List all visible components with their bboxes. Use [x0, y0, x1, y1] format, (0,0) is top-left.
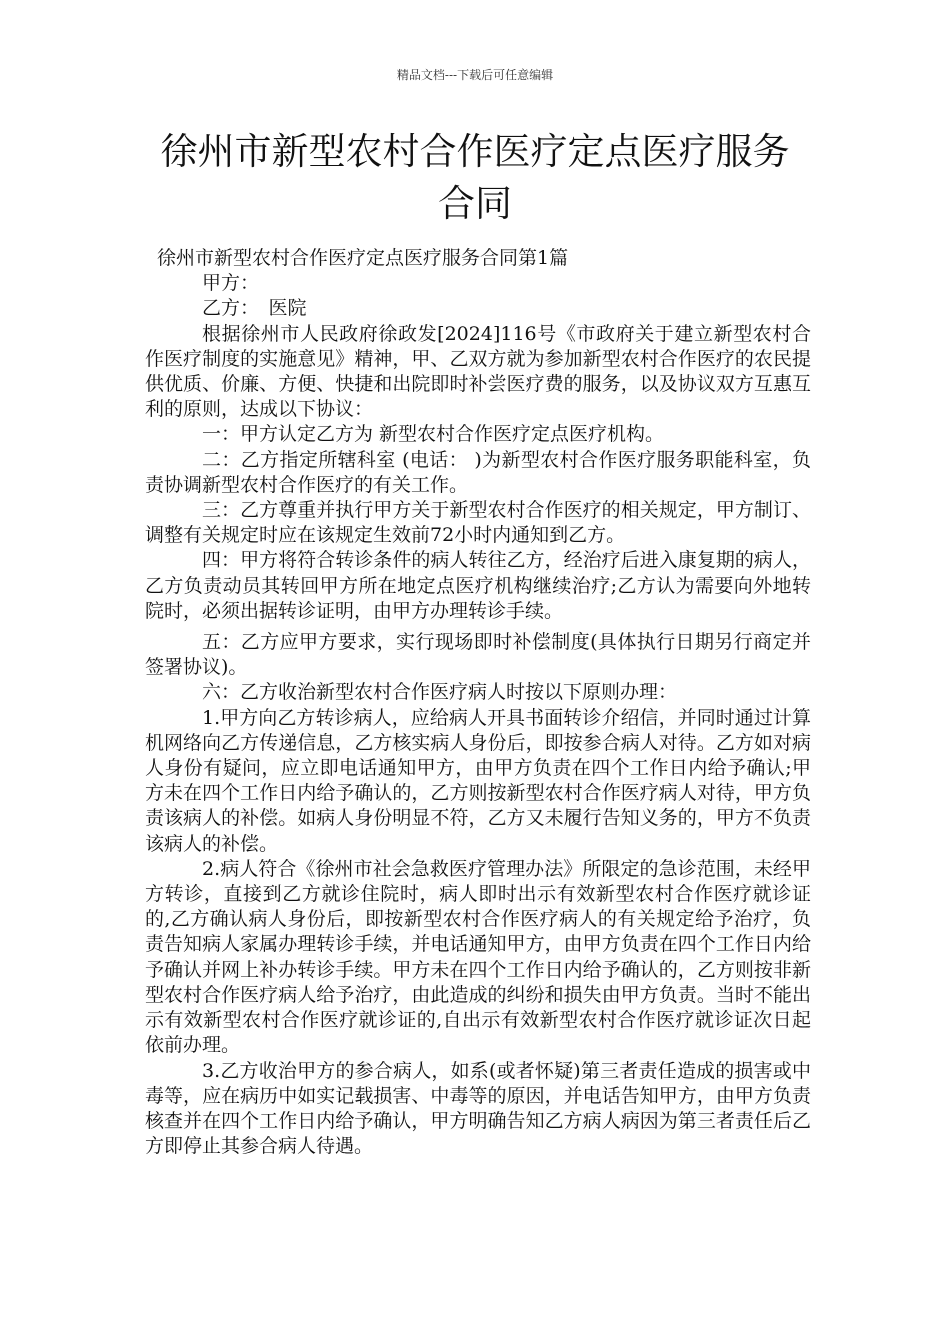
- page-header-note: 精品文档---下载后可任意编辑: [396, 68, 554, 82]
- paragraph-clause-3: 三：乙方尊重并执行甲方关于新型农村合作医疗的相关规定，甲方制订、调整有关规定时应在该规定生效前72小时内通知到乙方。: [145, 499, 811, 547]
- paragraph-clause-5: 五：乙方应甲方要求，实行现场即时补偿制度(具体执行日期另行商定并签署协议)。: [145, 631, 811, 679]
- paragraph-clause-4: 四：甲方将符合转诊条件的病人转往乙方，经治疗后进入康复期的病人，乙方负责动员其转回甲方所在地定点医疗机构继续治疗;乙方认为需要向外地转院时，必须出据转诊证明，由甲方办理转诊手续。: [145, 549, 811, 622]
- party-b-line: 乙方： 医院: [202, 297, 307, 320]
- paragraph-preamble: 根据徐州市人民政府徐政发[2024]116号《市政府关于建立新型农村合作医疗制度的实施意见》精神，甲、乙双方就为参加新型农村合作医疗的农民提供优质、价廉、方便、快捷和出院即时补尝医疗费的服务，以及协议双方互惠互利的原则，达成以下协议：: [145, 322, 811, 421]
- party-a-line: 甲方：: [202, 272, 260, 295]
- paragraph-clause-6-item-1: 1.甲方向乙方转诊病人，应给病人开具书面转诊介绍信，并同时通过计算机网络向乙方传递信息，乙方核实病人身份后，即按参合病人对待。乙方如对病人身份有疑问，应立即电话通知甲方，由甲方负责在四个工作日内给予确认;甲方未在四个工作日内给予确认的，乙方则按新型农村合作医疗病人对待，甲方负责该病人的补偿。如病人身份明显不符，乙方又未履行告知义务的，甲方不负责该病人的补偿。: [145, 706, 811, 855]
- document-title: 徐州市新型农村合作医疗定点医疗服务合同: [160, 130, 790, 225]
- paragraph-clause-6-item-3: 3.乙方收治甲方的参合病人，如系(或者怀疑)第三者责任造成的损害或中毒等，应在病历中如实记载损害、中毒等的原因，并电话告知甲方，由甲方负责核查并在四个工作日内给予确认，甲方明确告知乙方病人病因为第三者责任后乙方即停止其参合病人待遇。: [145, 1059, 811, 1158]
- paragraph-clause-6-item-2: 2.病人符合《徐州市社会急救医疗管理办法》所限定的急诊范围，未经甲方转诊，直接到乙方就诊住院时，病人即时出示有效新型农村合作医疗就诊证的,乙方确认病人身份后，即按新型农村合作医疗病人的有关规定给予治疗，负责告知病人家属办理转诊手续，并电话通知甲方，由甲方负责在四个工作日内给予确认并网上补办转诊手续。甲方未在四个工作日内给予确认的，乙方则按非新型农村合作医疗病人给予治疗，由此造成的纠纷和损失由甲方负责。当时不能出示有效新型农村合作医疗就诊证的,自出示有效新型农村合作医疗就诊证次日起依前办理。: [145, 857, 811, 1057]
- paragraph-clause-2: 二：乙方指定所辖科室 (电话： )为新型农村合作医疗服务职能科室，负责协调新型农村合作医疗的有关工作。: [145, 448, 811, 496]
- document-body: [145, 246, 811, 1159]
- paragraph-clause-6: 六：乙方收治新型农村合作医疗病人时按以下原则办理：: [202, 681, 678, 704]
- document-subtitle: 徐州市新型农村合作医疗定点医疗服务合同第1篇: [157, 247, 569, 269]
- paragraph-clause-1: 一：甲方认定乙方为 新型农村合作医疗定点医疗机构。: [202, 423, 665, 446]
